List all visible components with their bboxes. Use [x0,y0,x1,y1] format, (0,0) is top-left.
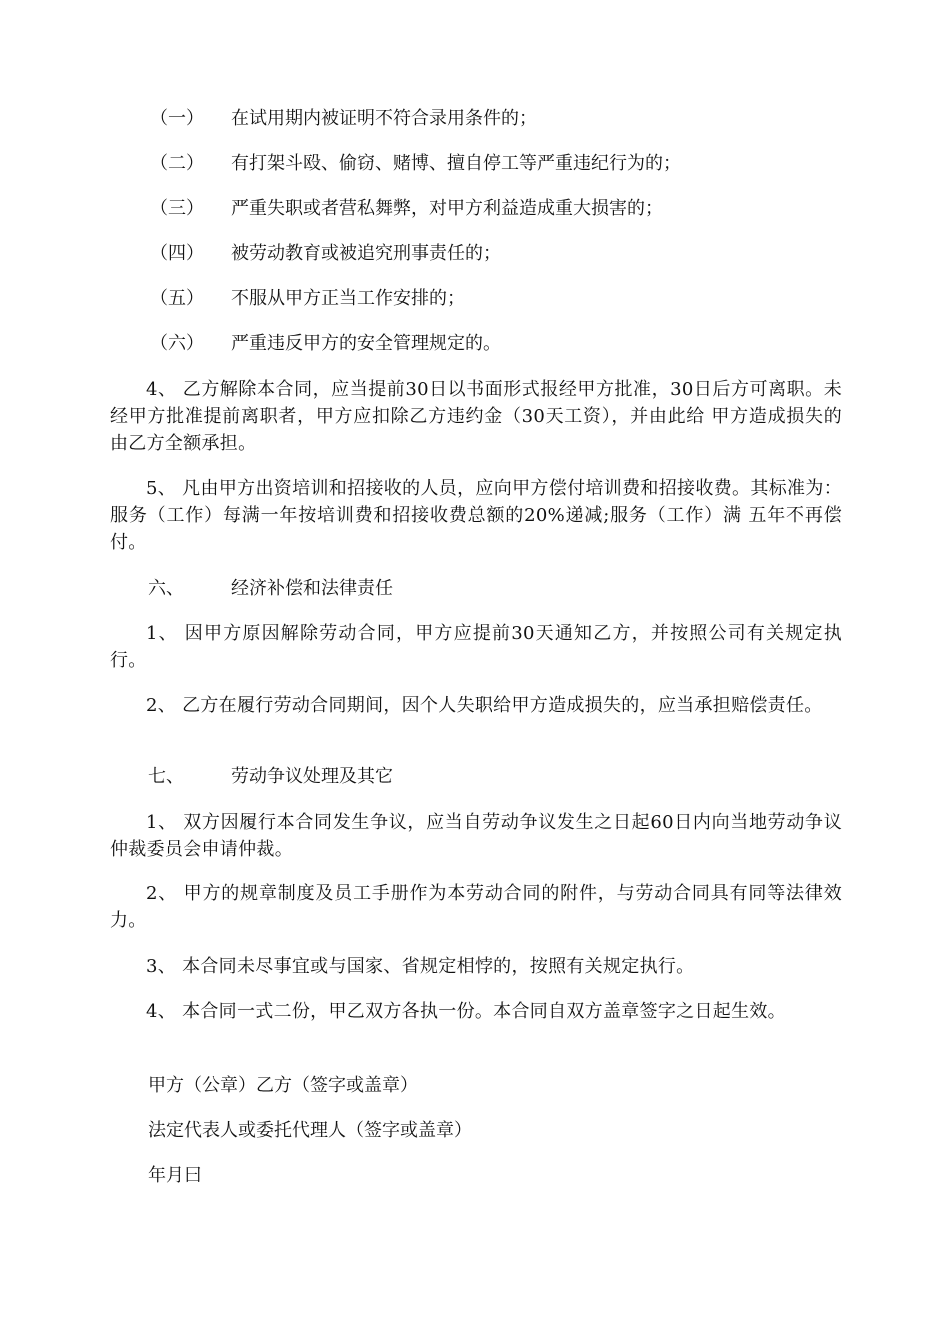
item-label: （五） [150,288,204,309]
clause-5-paragraph: 5、 凡由甲方出资培训和招接收的人员，应向甲方偿付培训费和招接收费。其标准为：服务（工作）每满一年按培训费和招接收费总额的20%递减;服务（工作）满 五年不再偿付。 [110,478,842,553]
section-number: 七、 [148,766,184,787]
section-7-paragraph-2: 2、 甲方的规章制度及员工手册作为本劳动合同的附件，与劳动合同具有同等法律效力。 [110,883,842,931]
signature-representative-line: 法定代表人或委托代理人（签字或盖章） [148,1120,472,1141]
item-label: （二） [150,153,204,174]
item-label: （一） [150,108,204,129]
item-text: 在试用期内被证明不符合录用条件的； [231,108,537,129]
item-text: 有打架斗殴、偷窃、赌博、擅自停工等严重违纪行为的； [231,153,681,174]
item-label: （三） [150,198,204,219]
section-6-paragraph-2: 2、 乙方在履行劳动合同期间，因个人失职给甲方造成损失的，应当承担赔偿责任。 [146,695,823,716]
list-item [0,330,950,358]
section-7-paragraph-4: 4、 本合同一式二份，甲乙双方各执一份。本合同自双方盖章签字之日起生效。 [146,1001,786,1022]
item-text: 不服从甲方正当工作安排的； [231,288,465,309]
section-6-paragraph-1: 1、 因甲方原因解除劳动合同，甲方应提前30天通知乙方，并按照公司有关规定执行。 [110,623,842,671]
list-item [0,240,950,268]
item-label: （六） [150,333,204,354]
section-6-heading [0,575,950,603]
item-text: 严重违反甲方的安全管理规定的。 [231,333,501,354]
section-7-heading [0,763,950,791]
item-label: （四） [150,243,204,264]
list-item [0,285,950,313]
list-item [0,105,950,133]
section-title: 劳动争议处理及其它 [231,766,393,787]
section-title: 经济补偿和法律责任 [231,578,393,599]
list-item [0,195,950,223]
section-7-paragraph-1: 1、 双方因履行本合同发生争议，应当自劳动争议发生之日起60日内向当地劳动争议仲裁委员会申请仲裁。 [110,812,842,860]
signature-parties-line: 甲方（公章）乙方（签字或盖章） [148,1075,418,1096]
item-text: 严重失职或者营私舞弊，对甲方利益造成重大损害的； [231,198,663,219]
list-item [0,150,950,178]
section-7-paragraph-3: 3、 本合同未尽事宜或与国家、省规定相悖的，按照有关规定执行。 [146,956,695,977]
signature-date-line: 年月曰 [148,1165,202,1186]
clause-4-paragraph: 4、 乙方解除本合同，应当提前30日以书面形式报经甲方批准，30日后方可离职。未经甲方批准提前离职者，甲方应扣除乙方违约金（30天工资），并由此给 甲方造成损失的由乙方全额承担。 [110,379,842,454]
section-number: 六、 [148,578,184,599]
item-text: 被劳动教育或被追究刑事责任的； [231,243,501,264]
